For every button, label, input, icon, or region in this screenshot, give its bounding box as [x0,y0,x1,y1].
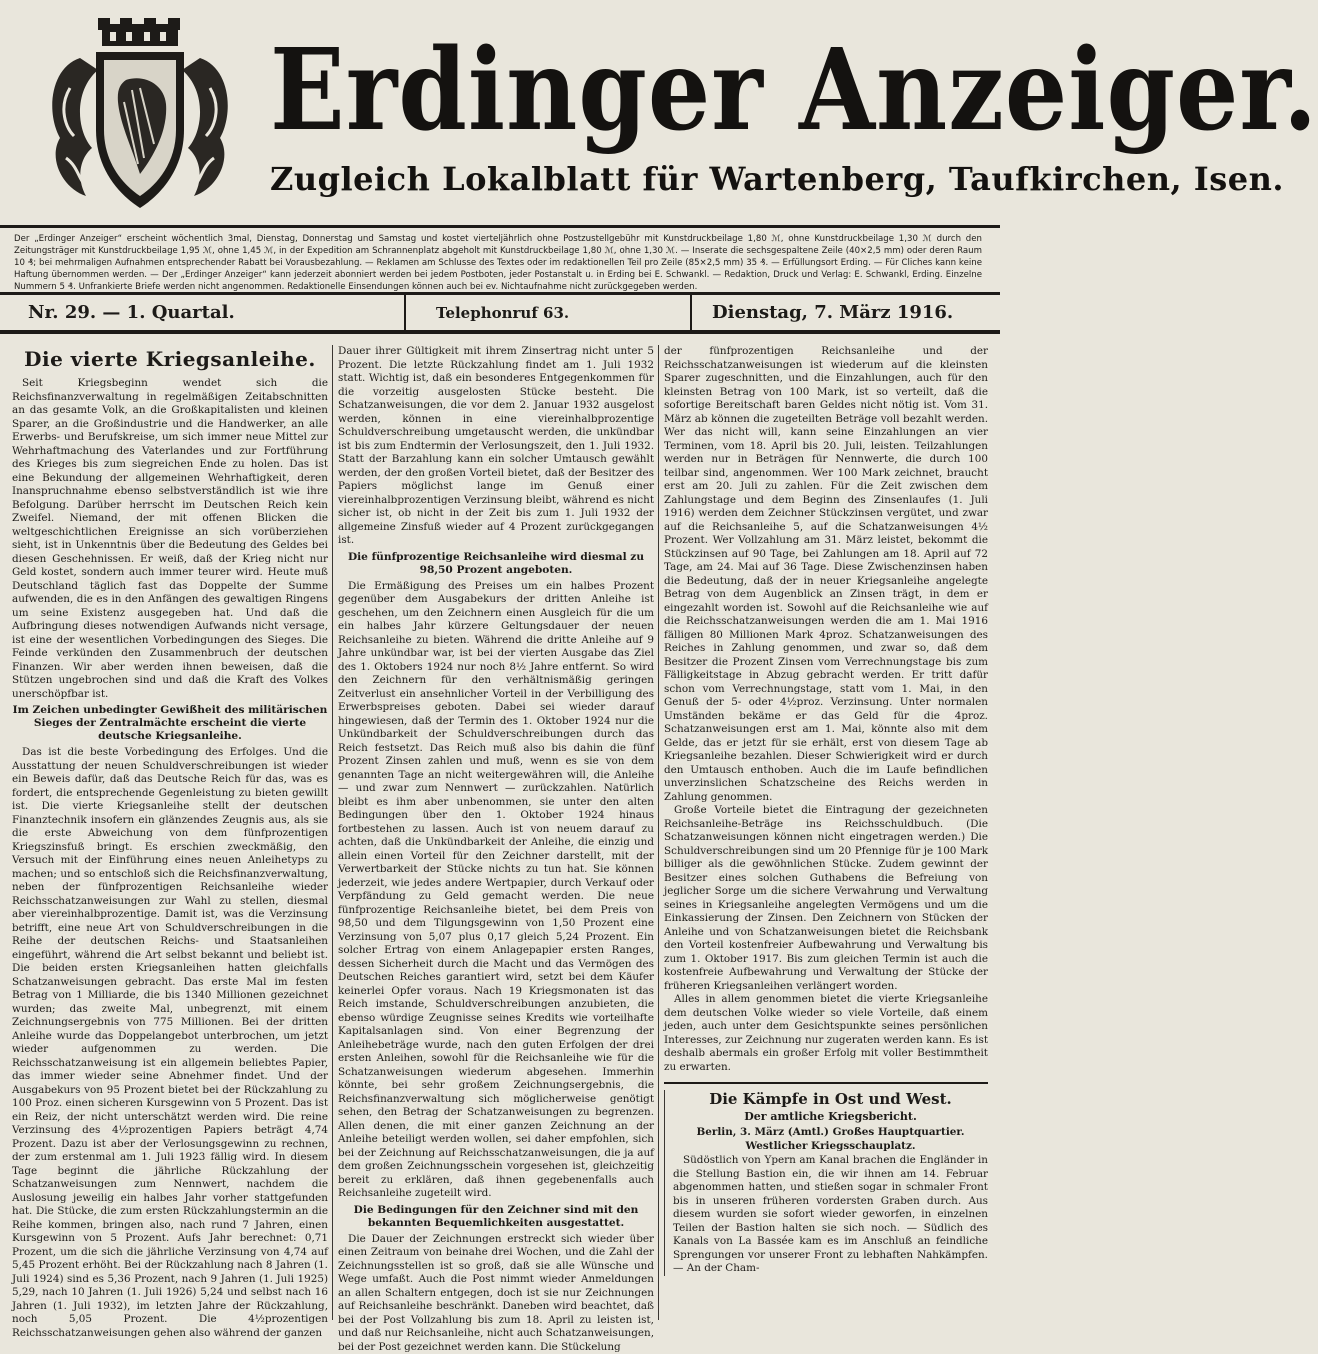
article-headline: Die vierte Kriegsanleihe. [12,347,328,371]
article-paragraph: Die Dauer der Zeichnungen erstreckt sich wieder über einen Zeitraum von beinahe drei Wochen, und die Zahl der Zeichnungsstellen ist so groß, daß sie alle Wünsche und Wege umfaßt. Auch die Post nimmt wieder Anmeldungen an allen Schaltern entgegen, doch ist sie nur Zeichnungen auf Reichsanleihe beschränkt. Daneben wird beachtet, daß bei der Post Vollzahlung bis zum 18. April zu leisten ist, und daß nur Reichsanleihe, nicht auch Schatzanweisungen, bei der Post gezeichnet werden kann. Die Stückelung [338,1233,654,1354]
war-report-section: Westlicher Kriegsschauplatz. [673,1140,988,1152]
issue-bar-bottom-rule [0,330,1000,334]
column-rule [658,345,659,1320]
war-report-dateline: Berlin, 3. März (Amtl.) Großes Hauptquartier. [673,1126,988,1138]
issue-bar-divider [690,295,692,330]
issue-bar-top-rule [0,292,1000,295]
article-paragraph: Große Vorteile bietet die Eintragung der gezeichneten Reichsanleihe-Beträge ins Reichsschuldbuch. (Die Schatzanweisungen können nicht eingetragen werden.) Die Schuldverschreibungen sind um 20 Pfennige für je 100 Mark billiger als die gewöhnlichen Stücke. Zudem gewinnt der Besitzer eines solchen Guthabens die Befreiung von jeglicher Sorge um die sichere Verwahrung und Verwaltung seines in Kriegsanleihe angelegten Vermögens und um die Einkassierung der Zinsen. Den Zeichnern von Stücken der Anleihe und von Schatzanweisungen bietet die Reichsbank den Vorteil kostenfreier Aufbewahrung und Verwaltung bis zum 1. Oktober 1917. Bis zum gleichen Termin ist auch die kostenfreie Aufbewahrung und Verwaltung der Stücke der früheren Kriegsanleihen verlängert worden. [664,804,988,993]
newspaper-title: Erdinger Anzeiger. [270,22,985,160]
issue-date: Dienstag, 7. März 1916. [712,298,953,328]
article-paragraph: der fünfprozentigen Reichsanleihe und der Reichsschatzanweisungen ist wiederum auf die kleinsten Sparer zugeschnitten, und die Einzahlungen, auch für den kleinsten Betrag von 100 Mark, ist so verteilt, daß die sofortige Bereitschaft baren Geldes nicht nötig ist. Vom 31. März ab können die zugeteilten Beträge voll bezahlt werden. Wer das nicht will, kann seine Einzahlungen an vier Terminen, vom 18. April bis 20. Juli, leisten. Teilzahlungen werden nur in Beträgen für Nennwerte, die durch 100 teilbar sind, angenommen. Wer 100 Mark zeichnet, braucht erst am 20. Juli zu zahlen. Für die Zeit zwischen dem Zahlungstage und dem Beginn des Zinsenlaufes (1. Juli 1916) werden dem Zeichner Stückzinsen vergütet, und zwar auf die Reichsanleihe 5, auf die Schatzanweisungen 4½ Prozent. Wer Vollzahlung am 31. März leistet, bekommt die Stückzinsen auf 90 Tage, bei Zahlungen am 18. April auf 72 Tage, am 24. Mai auf 36 Tage. Diese Zwischenzinsen haben die Bedeutung, daß der in neuer Kriegsanleihe angelegte Betrag von dem Augenblick an Zinsen trägt, in dem er eingezahlt worden ist. Sowohl auf die Reichsanleihe wie auf die Reichsschatzanweisungen werden die am 1. Mai 1916 fälligen 80 Millionen Mark 4proz. Schatzanweisungen des Reiches in Zahlung genommen, und zwar so, daß dem Besitzer die Prozent Zinsen vom Verrechnungstage bis zum Fälligkeitstage in Abzug gebracht werden. Er tritt dafür schon vom Verrechnungstage, statt vom 1. Mai, in den Genuß der 5- oder 4½proz. Verzinsung. Unter normalen Umständen bekäme er das Geld für die 4proz. Schatzanweisungen erst am 1. Mai, könnte also mit dem Gelde, das er jetzt für sie erhält, erst von diesem Tage ab Kriegsanleihe bezahlen. Dieser Schwierigkeit wird er durch den Umtausch enthoben. Auch die im Laufe befindlichen unverzinslichen Schatzscheine des Reichs werden in Zahlung genommen. [664,345,988,804]
war-report-headline: Die Kämpfe in Ost und West. [673,1090,988,1108]
section-rule [664,1082,988,1084]
war-report [664,1090,988,1276]
article-paragraph: Seit Kriegsbeginn wendet sich die Reichsfinanzverwaltung in regelmäßigen Zeitabschnitten an das gesamte Volk, an die Großkapitalisten und kleinen Sparer, an die Großindustrie und die Handwerker, an alle Erwerbs- und Berufskreise, um sich immer neue Mittel zur Wehrhaftmachung des Vaterlandes und zur Fortführung des Krieges bis zum siegreichen Ende zu holen. Das ist eine Bekundung der allgemeinen Wehrhaftigkeit, deren Inanspruchnahme ebenso selbstverständlich ist wie ihre Befolgung. Darüber herrscht im Deutschen Reich kein Zweifel. Niemand, der mit offenen Blicken die weltgeschichtlichen Ereignisse an sich vorüberziehen sieht, ist in Unkenntnis über die Bedeutung des Geldes bei diesen Geschehnissen. Er weiß, daß der Krieg nicht nur Geld kostet, sondern auch immer teurer wird. Heute muß Deutschland täglich fast das Doppelte der Summe aufwenden, die es in den Anfängen des gewaltigen Ringens um seine Existenz ausgegeben hat. Und daß die Aufbringung dieses notwendigen Aufwands nicht versage, ist eine der wesentlichen Vorbedingungen des Sieges. Die Feinde verkünden den Zusammenbruch der deutschen Finanzen. Wir aber werden ihnen beweisen, daß die Stützen ungebrochen sind und daß die Kraft des Volkes unerschöpfbar ist. [12,377,328,701]
column-1 [12,345,328,1320]
article-subheading: Die fünfprozentige Reichsanleihe wird diesmal zu 98,50 Prozent angeboten. [338,551,654,577]
war-report-subheading: Der amtliche Kriegsbericht. [673,1110,988,1123]
column-3 [664,345,988,1320]
article-paragraph: Das ist die beste Vorbedingung des Erfolges. Und die Ausstattung der neuen Schuldverschreibungen ist wieder ein Beweis dafür, daß das Deutsche Reich für das, was es fordert, die entsprechende Gegenleistung zu bieten gewillt ist. Die vierte Kriegsanleihe stellt der deutschen Finanztechnik insofern ein glänzendes Zeugnis aus, als sie die erste Abweichung von dem fünfprozentigen Kriegszinsfuß bringt. Es erschien zweckmäßig, den Versuch mit der Einführung eines neuen Anleihetyps zu machen; und so entschloß sich die Reichsfinanzverwaltung, neben der fünfprozentigen Reichsanleihe wieder Reichsschatzanweisungen zur Wahl zu stellen, diesmal aber viereinhalbprozentige. Damit ist, was die Verzinsung betrifft, eine neue Art von Schuldverschreibungen in die Reihe der deutschen Reichs- und Staatsanleihen eingeführt, während die Art selbst bekannt und beliebt ist. Die beiden ersten Kriegsanleihen hatten gleichfalls Schatzanweisungen gebracht. Das erste Mal im festen Betrag von 1 Milliarde, die bis 1340 Millionen gezeichnet wurden; das zweite Mal, unbegrenzt, mit einem Zeichnungsergebnis von 775 Millionen. Bei der dritten Anleihe wurde das Doppelangebot unterbrochen, um jetzt wieder aufgenommen zu werden. Die Reichsschatzanweisung ist ein allgemein beliebtes Papier, das immer wieder seine Abnehmer findet. Und der Ausgabekurs von 95 Prozent bietet bei der Rückzahlung zu 100 Proz. einen sicheren Kursgewinn von 5 Prozent. Das ist ein Reiz, der nicht unterschätzt werden wird. Die reine Verzinsung des 4½prozentigen Papiers beträgt 4,74 Prozent. Dazu ist aber der Verlosungsgewinn zu rechnen, der zum erstenmal am 1. Juli 1923 fällig wird. In diesem Tage beginnt die jährliche Rückzahlung der Schatzanweisungen zum Nennwert, nachdem die Auslosung jeweilig ein halbes Jahr vorher stattgefunden hat. Die Stücke, die zum ersten Rückzahlungstermin an die Reihe kommen, bringen also, nach rund 7 Jahren, einen Kursgewinn von 5 Prozent. Aufs Jahr berechnet: 0,71 Prozent, um die sich die jährliche Verzinsung von 4,74 auf 5,45 Prozent erhöht. Bei der Rückzahlung nach 8 Jahren (1. Juli 1924) sind es 5,36 Prozent, nach 9 Jahren (1. Juli 1925) 5,29, nach 10 Jahren (1. Juli 1926) 5,24 und selbst nach 16 Jahren (1. Juli 1932), im letzten Jahre der Rückzahlung, noch 5,05 Prozent. Die 4½prozentigen Reichsschatzanweisungen gehen also während der ganzen [12,746,328,1340]
issue-bar-divider [404,295,406,330]
war-report-text: Südöstlich von Ypern am Kanal brachen die Engländer in die Stellung Bastion ein, die wir ihnen am 14. Februar abgenommen hatten, und stießen sogar in schmaler Front bis in unseren früheren vordersten Graben durch. Aus diesem wurden sie sofort wieder geworfen, in einzelnen Teilen der Bastion halten sie sich noch. — Südlich des Kanals von La Bassée kam es im Anschluß an feindliche Sprengungen vor unserer Front zu lebhaften Nahkämpfen. — An der Cham- [673,1154,988,1276]
telephone-number: Telephonruf 63. [436,298,569,328]
issue-bar [0,292,1000,336]
article-paragraph: Die Ermäßigung des Preises um ein halbes Prozent gegenüber dem Ausgabekurs der dritten Anleihe ist geschehen, um den Zeichnern einen Ausgleich für die um ein halbes Jahr kürzere Geltungsdauer der neuen Reichsanleihe zu bieten. Während die dritte Anleihe auf 9 Jahre unkündbar war, ist bei der vierten Ausgabe das Ziel des 1. Oktobers 1924 nur noch 8½ Jahre entfernt. So wird den Zeichnern für den verhältnismäßig geringen Zeitverlust ein ansehnlicher Vorteil in der Verbilligung des Erwerbspreises geboten. Dabei sei wieder darauf hingewiesen, daß der Termin des 1. Oktober 1924 nur die Unkündbarkeit der Schuldverschreibungen durch das Reich festsetzt. Das Reich muß also bis dahin die fünf Prozent Zinsen zahlen und muß, wenn es sie von dem genannten Tage an nicht weitergewähren will, die Anleihe — und zwar zum Nennwert — zurückzahlen. Natürlich bleibt es ihm aber unbenommen, sie unter den alten Bedingungen über den 1. Oktober 1924 hinaus fortbestehen zu lassen. Auch ist von neuem darauf zu achten, daß die Unkündbarkeit der Anleihe, die einzig und allein einen Vorteil für den Zeichner darstellt, mit der Verwertbarkeit der Stücke nichts zu tun hat. Sie können jederzeit, wie jedes andere Wertpapier, durch Verkauf oder Verpfändung zu Geld gemacht werden. Die neue fünfprozentige Reichsanleihe bietet, bei dem Preis von 98,50 und dem Tilgungsgewinn von 1,50 Prozent eine Verzinsung von 5,07 plus 0,17 gleich 5,24 Prozent. Ein solcher Ertrag von einem Anlagepapier ersten Ranges, dessen Sicherheit durch die Macht und das Vermögen des Deutschen Reiches garantiert wird, setzt bei dem Käufer keinerlei Opfer voraus. Nach 19 Kriegsmonaten ist das Reich imstande, Schuldverschreibungen anzubieten, die ebenso würdige Zeugnisse seines Kredits wie vorteilhafte Kapitalsanlagen sind. Von einer Begrenzung der Anleihebeträge wurde, nach den guten Erfolgen der drei ersten Anleihen, sowohl für die Reichsanleihe wie für die Schatzanweisungen wiederum abgesehen. Immerhin könnte, bei sehr großem Zeichnungsergebnis, die Reichsfinanzverwaltung sich möglicherweise genötigt sehen, den Betrag der Schatzanweisungen zu begrenzen. Allen denen, die mit einer ganzen Zeichnung an der Anleihe beteiligt werden wollen, sei daher empfohlen, sich bei der Zeichnung auf Reichsschatzanweisungen, die ja auf dem großen Zeichnungsschein vorgesehen ist, gleichzeitig bereit zu erklären, daß ihnen gegebenenfalls auch Reichsanleihe zugeteilt wird. [338,580,654,1201]
masthead-rule [0,225,1000,228]
article-paragraph: Alles in allem genommen bietet die vierte Kriegsanleihe dem deutschen Volke wieder so viele Vorteile, daß einem jeden, auch unter dem Gesichtspunkte seines persönlichen Interesses, zur Zeichnung nur zugeraten werden kann. Es ist deshalb abermals ein großer Erfolg mit voller Bestimmtheit zu erwarten. [664,993,988,1074]
article-subheading: Im Zeichen unbedingter Gewißheit des militärischen Sieges der Zentralmächte erscheint die vierte deutsche Kriegsanleihe. [12,704,328,743]
town-coat-of-arms-icon [40,18,240,218]
subscription-info: Der „Erdinger Anzeiger“ erscheint wöchentlich 3mal, Dienstag, Donnerstag und Samstag und kostet vierteljährlich ohne Postzustellgebühr mit Kunstdruckbeilage 1,80 ℳ, ohne Kunstdruckbeilage 1,30 ℳ durch den Zeitungsträger mit Kunstdruckbeilage 1,95 ℳ, ohne 1,45 ℳ, in der Expedition am Schrannenplatz abgeholt mit Kunstdruckbeilage 1,80 ℳ, ohne 1,30 ℳ. — Inserate die sechsgespaltene Zeile (40×2,5 mm) oder deren Raum 10 ₰; bei mehrmaligen Aufnahmen entsprechender Rabatt bei Vorausbezahlung. — Reklamen am Schlusse des Textes oder im redaktionellen Teil pro Zeile (85×2,5 mm) 35 ₰. — Erfüllungsort Erding. — Für Cliches kann keine Haftung übernommen werden. — Der „Erdinger Anzeiger“ kann jederzeit abonniert werden bei jedem Postboten, jeder Postanstalt u. in Erding bei E. Schwankl. — Redaktion, Druck und Verlag: E. Schwankl, Erding. Einzelne Nummern 5 ₰. Unfrankierte Briefe werden nicht angenommen. Redaktionelle Einsendungen können auch bei ev. Nichtaufnahme nicht zurückgegeben werden. [14,233,982,293]
article-subheading: Die Bedingungen für den Zeichner sind mit den bekannten Bequemlichkeiten ausgestattet. [338,1204,654,1230]
article-paragraph: Dauer ihrer Gültigkeit mit ihrem Zinsertrag nicht unter 5 Prozent. Die letzte Rückzahlung findet am 1. Juli 1932 statt. Wichtig ist, daß ein besonderes Entgegenkommen für die vorzeitig ausgelosten Stücke besteht. Die Schatzanweisungen, die vor dem 2. Januar 1932 ausgelost werden, können in eine viereinhalbprozentige Schuldverschreibung umgetauscht werden, die unkündbar ist bis zum Endtermin der Verlosungszeit, den 1. Juli 1932. Statt der Barzahlung kann ein solcher Umtausch gewählt werden, der den großen Vorteil bietet, daß der Besitzer des Papiers möglichst lange im Genuß einer viereinhalbprozentigen Verzinsung bleibt, während es nicht sicher ist, ob nicht in der Zeit bis zum 1. Juli 1932 der allgemeine Zinsfuß wieder auf 4 Prozent zurückgegangen ist. [338,345,654,548]
column-2 [338,345,654,1320]
masthead [0,0,1000,222]
column-rule [332,345,333,1320]
issue-number: Nr. 29. — 1. Quartal. [28,298,235,328]
newspaper-subtitle: Zugleich Lokalblatt für Wartenberg, Taufkirchen, Isen. [270,160,985,198]
